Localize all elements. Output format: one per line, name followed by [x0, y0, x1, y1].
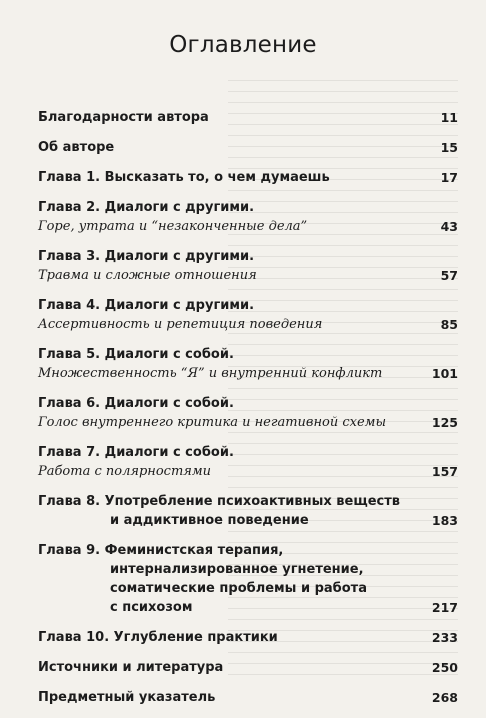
toc-entry	[38, 296, 458, 334]
toc-page-number: 125	[431, 415, 458, 430]
toc-entry	[38, 628, 458, 647]
toc-entry-subtitle: Работа с полярностями	[38, 464, 212, 479]
toc-entry-title: Об авторе	[38, 140, 115, 155]
toc-entry-title-continued: с психозом	[110, 600, 193, 615]
toc-page-number: 250	[431, 660, 458, 675]
toc-entry	[38, 138, 458, 157]
toc-entry-subtitle: Голос внутреннего критика и негативной схемы	[38, 415, 387, 430]
toc-entry-title-continued: интернализированное угнетение,	[110, 562, 364, 577]
toc-entry-title-continued: и аддиктивное поведение	[110, 513, 309, 528]
toc-entry	[38, 688, 458, 707]
toc-entry	[38, 541, 458, 617]
toc-entry-title: Предметный указатель	[38, 690, 216, 705]
toc-entry-title: Глава 7. Диалоги с собой.	[38, 445, 234, 460]
toc-entry	[38, 108, 458, 127]
toc-entry-subtitle: Травма и сложные отношения	[38, 268, 257, 283]
toc-page-number: 11	[440, 110, 458, 125]
toc-entry-title: Глава 4. Диалоги с другими.	[38, 298, 255, 313]
toc-entry	[38, 198, 458, 236]
toc-entry-subtitle: Множественность “Я” и внутренний конфликт	[38, 366, 383, 381]
toc-entry-title: Источники и литература	[38, 660, 224, 675]
toc-page-number: 217	[431, 600, 458, 615]
toc-page-number: 101	[431, 366, 458, 381]
toc-entry	[38, 492, 458, 530]
toc-entry-subtitle: Ассертивность и репетиция поведения	[38, 317, 323, 332]
toc-entry-title: Глава 6. Диалоги с собой.	[38, 396, 234, 411]
toc-page-number: 43	[440, 219, 458, 234]
toc-entry	[38, 168, 458, 187]
toc-entry-title: Глава 3. Диалоги с другими.	[38, 249, 255, 264]
toc-entry	[38, 658, 458, 677]
toc-page-number: 17	[440, 170, 458, 185]
toc-page-number: 268	[431, 690, 458, 705]
toc-entry-title: Глава 5. Диалоги с собой.	[38, 347, 234, 362]
toc-entry	[38, 345, 458, 383]
toc-page-number: 85	[440, 317, 458, 332]
toc-page-number: 57	[440, 268, 458, 283]
toc-entry-title: Глава 1. Высказать то, о чем думаешь	[38, 170, 330, 185]
page-title: Оглавление	[169, 32, 317, 58]
toc-entry	[38, 394, 458, 432]
toc-entry-title: Глава 8. Употребление психоактивных веществ	[38, 494, 400, 509]
toc-page-number: 157	[431, 464, 458, 479]
toc-entry-subtitle: Горе, утрата и “незаконченные дела”	[38, 219, 308, 234]
toc-entry-title: Глава 9. Феминистская терапия,	[38, 543, 284, 558]
toc-page-number: 15	[440, 140, 458, 155]
toc-entry-title: Благодарности автора	[38, 110, 209, 125]
toc-page-number: 183	[431, 513, 458, 528]
toc-entry-title-continued: соматические проблемы и работа	[110, 581, 367, 596]
table-of-contents	[38, 108, 458, 718]
toc-entry-title: Глава 10. Углубление практики	[38, 630, 278, 645]
toc-entry-title: Глава 2. Диалоги с другими.	[38, 200, 255, 215]
toc-entry	[38, 443, 458, 481]
toc-entry	[38, 247, 458, 285]
toc-page-number: 233	[431, 630, 458, 645]
